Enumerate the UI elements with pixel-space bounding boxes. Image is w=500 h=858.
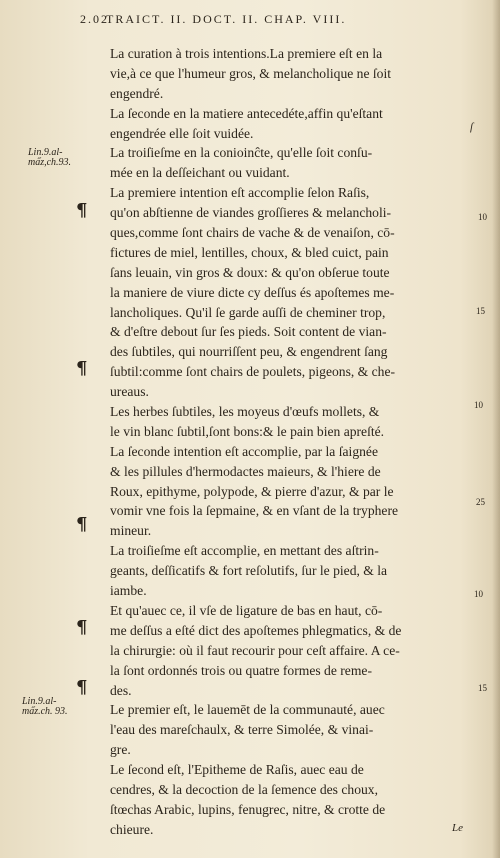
text-line: ques,comme ſont chairs de vache & de venaiſon, cō-: [110, 225, 395, 241]
text-line: lancholiques. Qu'il ſe garde auſſi de cheminer trop,: [110, 304, 386, 320]
text-line: qu'on abſtienne de viandes groſſieres & melancholi-: [110, 205, 392, 221]
text-line: engendrée elle ſoit vuidée.: [110, 125, 254, 141]
text-line: Le premier eſt, le lauemēt de la communauté, auec: [110, 702, 385, 718]
text-line: ſtœchas Arabic, lupins, fenugrec, nitre, & crotte de: [110, 801, 386, 817]
page-gutter-shadow: [492, 0, 500, 858]
margin-mark: ſ: [470, 121, 474, 133]
text-line: des ſubtiles, qui nourriſſent peu, & engendrent ſang: [110, 344, 388, 360]
text-line: iambe.: [110, 583, 147, 599]
margin-number: 10: [474, 400, 483, 410]
text-line: gre.: [110, 742, 131, 758]
text-line: Roux, epithyme, polypode, & pierre d'azur, & par le: [110, 483, 394, 499]
text-line: ureaus.: [110, 384, 149, 400]
text-line: des.: [110, 682, 132, 698]
margin-number: 10: [478, 212, 487, 222]
text-line: mée en la deſſeichant ou vuidant.: [110, 165, 290, 181]
pilcrow-mark: ¶: [76, 617, 88, 638]
folio-number: 2.02: [80, 12, 109, 26]
text-line: le vin blanc ſubtil,ſont bons:& le pain bien apreſté.: [110, 423, 385, 439]
running-header: [80, 12, 476, 27]
text-line: la maniere de viure dicte cy deſſus és apoſtemes me-: [110, 284, 395, 300]
text-line: vomir vne fois la ſepmaine, & en vſant de la tryphere: [110, 503, 399, 519]
text-line: La premiere intention eſt accomplie ſelon Raſis,: [110, 185, 370, 201]
text-line: l'eau des mareſchaulx, & terre Simolée, & vinai-: [110, 722, 374, 738]
running-title: TRAICT. II. DOCT. II. CHAP. VIII.: [106, 12, 347, 26]
side-note: Lin.9.al- ma̋z,ch.93.: [28, 147, 72, 168]
pilcrow-mark: ¶: [76, 200, 88, 221]
text-line: engendré.: [110, 85, 164, 101]
text-line: & les pillules d'hermodactes maieurs, & l'hiere de: [110, 463, 381, 479]
text-line: Et qu'auec ce, il vſe de ligature de bas en haut, cō-: [110, 602, 383, 618]
margin-number: 15: [478, 683, 487, 693]
text-line: ſubtil:comme ſont chairs de poulets, pigeons, & che-: [110, 364, 396, 380]
text-line: La troiſieſme eſt accomplie, en mettant des aſtrin-: [110, 543, 379, 559]
text-line: me deſſus a eſté dict des apoſtemes phlegmatics, & de: [110, 622, 402, 638]
pilcrow-mark: ¶: [76, 514, 88, 535]
text-line: fictures de miel, lentilles, choux, & bled cuict, pain: [110, 244, 389, 260]
text-line: La ſeconde intention eſt accomplie, par la ſaignée: [110, 443, 378, 459]
text-line: ſans leuain, vin gros & doux: & qu'on obſerue toute: [110, 264, 390, 280]
text-line: & d'eſtre debout ſur ſes pieds. Soit content de vian-: [110, 324, 387, 340]
text-line: vie,à ce que l'humeur gros, & melancholique ne ſoit: [110, 65, 392, 81]
text-line: chieure.: [110, 821, 154, 837]
catchword: Le: [452, 822, 463, 834]
side-note: Lin.9.al- ma̋z.ch. 93.: [22, 696, 68, 717]
text-line: mineur.: [110, 523, 152, 539]
text-line: Les herbes ſubtiles, les moyeus d'œufs mollets, &: [110, 404, 380, 420]
text-line: La troiſieſme en la conioinĉte, qu'elle ſoit conſu-: [110, 145, 373, 161]
margin-number: 25: [476, 497, 485, 507]
text-line: la ſont ordonnés trois ou quatre formes de reme-: [110, 662, 372, 678]
text-line: La curation à trois intentions.La premiere eſt en la: [110, 46, 383, 61]
margin-number: 15: [476, 306, 485, 316]
text-line: cendres, & la decoction de la ſemence des choux,: [110, 781, 378, 797]
pilcrow-mark: ¶: [76, 358, 88, 379]
body-text: [110, 44, 475, 840]
margin-number: 10: [474, 589, 483, 599]
pilcrow-mark: ¶: [76, 677, 88, 698]
text-line: La ſeconde en la matiere antecedéte,affin qu'eſtant: [110, 105, 383, 121]
text-line: geants, deſſicatifs & fort reſolutifs, ſur le pied, & la: [110, 563, 388, 579]
text-line: la chirurgie: où il faut recourir pour ceſt affaire. A ce-: [110, 642, 400, 658]
text-line: Le ſecond eſt, l'Epitheme de Raſis, auec eau de: [110, 762, 364, 778]
